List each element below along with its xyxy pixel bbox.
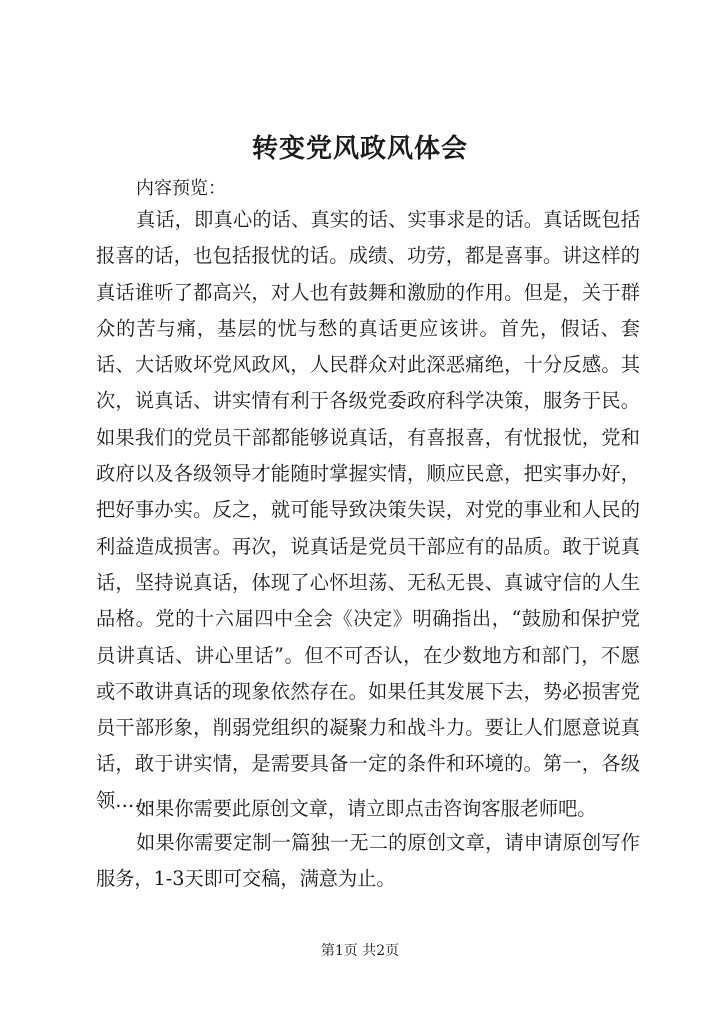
custom-paragraph: 如果你需要定制一篇独一无二的原创文章，请申请原创写作服务，1-3天即可交稿，满意为止。 — [96, 831, 640, 891]
page-indicator: 第1页 共2页 — [320, 943, 400, 959]
preview-label: 内容预览： — [136, 178, 226, 199]
consult-paragraph: 如果你需要此原创文章，请立即点击咨询客服老师吧。 — [136, 797, 597, 820]
main-paragraph: 真话，即真心的话、真实的话、实事求是的话。真话既包括报喜的话，也包括报忧的话。成绩、功劳，都是喜事。讲这样的真话谁听了都高兴，对人也有鼓舞和激励的作用。但是，关于群众的苦与痛，基层的忧与愁的真话更应该讲。首先，假话、套话、大话败坏党风政风，人民群众对此深恶痛绝，十分反感。其次，说真话、讲实情有利于各级党委政府科学决策，服务于民。如果我们的党员干部都能够说真话，有喜报喜，有忧报忧，党和政府以及各级领导才能随时掌握实情，顺应民意，把实事办好，把好事办实。反之，就可能导致决策失误，对党的事业和人民的利益造成损害。再次，说真话是党员干部应有的品质。敢于说真话，坚持说真话，体现了心怀坦荡、无私无畏、真诚守信的人生品格。党的十六届四中全会《决定》明确指出，“鼓励和保护党员讲真话、讲心里话”。但不可否认，在少数地方和部门，不愿或不敢讲真话的现象依然存在。如果任其发展下去，势必损害党员干部形象，削弱党组织的凝聚力和战斗力。要让人们愿意说真话，敢于讲实情，是需要具备一定的条件和环境的。第一，各级领…… — [96, 208, 640, 812]
document-title: 转变党风政风体会 — [251, 134, 468, 164]
